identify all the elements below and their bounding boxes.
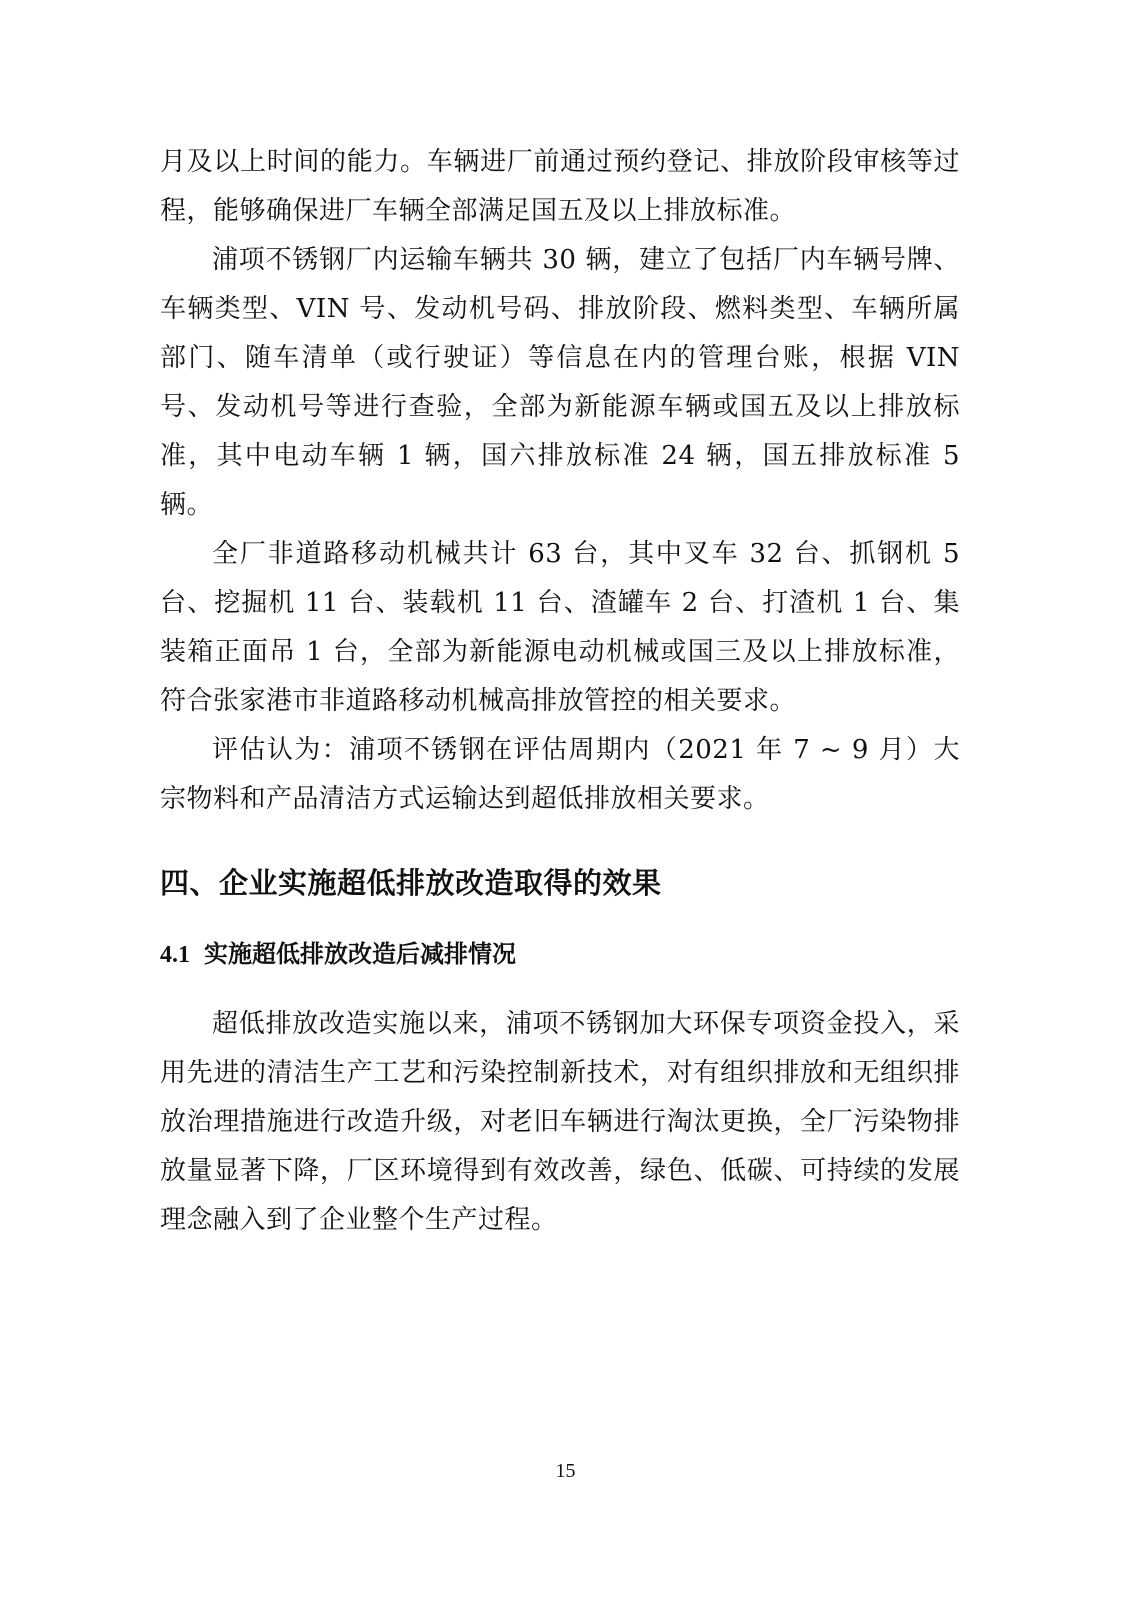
paragraph-vehicles: 浦项不锈钢厂内运输车辆共 30 辆，建立了包括厂内车辆号牌、车辆类型、VIN 号、发动机号码、排放阶段、燃料类型、车辆所属部门、随车清单（或行驶证）等信息在内的管理台账，根据 VIN 号、发动机号等进行查验，全部为新能源车辆或国五及以上排放标准，其中电动车辆 1 辆，国六排放标准 24 辆，国五排放标准 5 辆。 (160, 245, 960, 520)
section-heading: 四、企业实施超低排放改造取得的效果 (160, 866, 662, 900)
subsection-title: 实施超低排放改造后减排情况 (204, 940, 516, 968)
paragraph-assessment: 评估认为：浦项不锈钢在评估周期内（2021 年 7 ~ 9 月）大宗物料和产品清洁方式运输达到超低排放相关要求。 (160, 735, 960, 814)
page-content (160, 138, 960, 1245)
subsection-number: 4.1 (160, 942, 190, 968)
paragraph-machinery: 全厂非道路移动机械共计 63 台，其中叉车 32 台、抓钢机 5 台、挖掘机 11 台、装载机 11 台、渣罐车 2 台、打渣机 1 台、集装箱正面吊 1 台，全部为新能源电动机械或国三及以上排放标准，符合张家港市非道路移动机械高排放管控的相关要求。 (160, 539, 960, 716)
subsection-heading (160, 937, 960, 972)
page-number: 15 (555, 1460, 576, 1482)
paragraph-continuation: 月及以上时间的能力。车辆进厂前通过预约登记、排放阶段审核等过程，能够确保进厂车辆全部满足国五及以上排放标准。 (160, 147, 960, 226)
paragraph-emission-reduction: 超低排放改造实施以来，浦项不锈钢加大环保专项资金投入，采用先进的清洁生产工艺和污染控制新技术，对有组织排放和无组织排放治理措施进行改造升级，对老旧车辆进行淘汰更换，全厂污染物排放量显著下降，厂区环境得到有效改善，绿色、低碳、可持续的发展理念融入到了企业整个生产过程。 (160, 1009, 960, 1235)
